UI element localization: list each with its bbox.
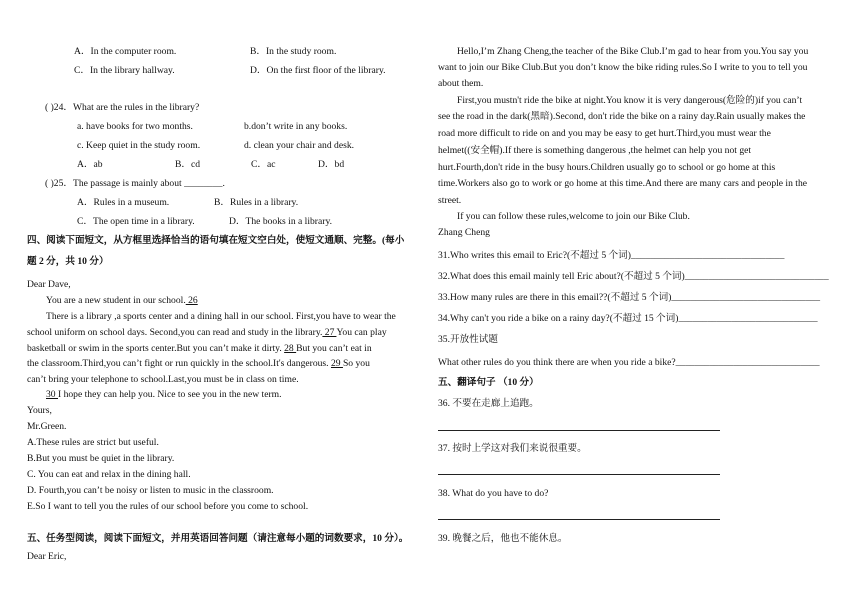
question-31: 31.Who writes this email to Eric?(不超过 5 个词)________________________________ xyxy=(438,250,785,261)
letter-line-1-text: You are a new student in our school. xyxy=(46,295,186,306)
q24-option-a: A．ab xyxy=(77,159,103,170)
question-38: 38. What do you have to do? xyxy=(438,488,549,499)
section4-heading-line2: 题 2 分，共 10 分） xyxy=(27,256,109,267)
letter-signature: Mr.Green. xyxy=(27,421,67,432)
blank-26: 26 xyxy=(185,295,198,306)
blank-29: 29 xyxy=(330,358,343,369)
letter-line-6: can’t bring your telephone to school.Last,you must be in class on time. xyxy=(27,374,299,385)
letter-line-4-text: basketball or swim in the sports center.But you can’t make it dirty. xyxy=(27,343,285,354)
q24-item-a: a. have books for two months. xyxy=(77,121,193,132)
question-39: 39. 晚餐之后，他也不能休息。 xyxy=(438,533,568,544)
letter-line-7-text: I hope they can help you. Nice to see you in the new term. xyxy=(58,389,282,400)
question-35-prompt: What other rules do you think there are when you ride a bike?______________________________ xyxy=(438,357,820,368)
section5-task-heading: 五、任务型阅读，阅读下面短文，并用英语回答问题（请注意每小题的词数要求，10 分）。 xyxy=(27,533,409,544)
q25-option-d: D．The books in a library. xyxy=(229,216,333,227)
q23-option-b: B．In the study room. xyxy=(250,46,337,57)
email-p2-line1: First,you mustn't ride the bike at night.You know it is very dangerous(危险的)if you can’t xyxy=(457,95,803,106)
email-p1-line3: about them. xyxy=(438,78,484,89)
letter-greeting: Dear Dave, xyxy=(27,279,71,290)
answer-line-38[interactable] xyxy=(438,519,720,520)
letter-line-4 xyxy=(27,343,372,355)
blank-27: 27 xyxy=(322,327,337,338)
q25-stem: ( )25．The passage is mainly about ________. xyxy=(45,178,225,189)
email-p2-line2: see the road in the dark(黑暗).Second, don't ride the bike on a rainy day.Rain usually makes the xyxy=(438,111,806,122)
section4-heading-line1: 四、阅读下面短文，从方框里选择恰当的语句填在短文空白处，使短文通顺、完整。(每小 xyxy=(27,235,405,246)
question-36: 36. 不要在走廊上追跑。 xyxy=(438,398,539,409)
question-37: 37. 按时上学这对我们来说很重要。 xyxy=(438,443,587,454)
letter-line-3-tail: You can play xyxy=(336,327,387,338)
letter-line-1 xyxy=(46,295,198,307)
choice-b: B.But you must be quiet in the library. xyxy=(27,453,175,464)
q25-option-c: C．The open time in a library. xyxy=(77,216,195,227)
letter-line-5-tail: So you xyxy=(342,358,370,369)
q23-option-c: C．In the library hallway. xyxy=(74,65,175,76)
letter-closing: Yours, xyxy=(27,405,52,416)
q24-item-d: d. clean your chair and desk. xyxy=(244,140,355,151)
q23-option-a: A．In the computer room. xyxy=(74,46,177,57)
email-p2-line4: helmet((安全帽).If there is something dangerous ,the helmet can help you not get xyxy=(438,145,752,156)
letter-line-5 xyxy=(27,358,370,370)
letter-line-3 xyxy=(27,327,387,339)
email-greeting: Dear Eric, xyxy=(27,551,67,562)
email-p2-line5: hurt.Fourth,don't ride in the busy hours.Children usually go to school or go home at this xyxy=(438,162,776,173)
email-p2-line7: street. xyxy=(438,195,462,206)
letter-line-4-tail: But you can’t eat in xyxy=(296,343,372,354)
q24-option-c: C．ac xyxy=(251,159,276,170)
q24-item-c: c. Keep quiet in the study room. xyxy=(77,140,201,151)
choice-d: D. Fourth,you can’t be noisy or listen to music in the classroom. xyxy=(27,485,274,496)
section5-translate-heading: 五、翻译句子 （10 分） xyxy=(438,377,539,388)
email-p1-line2: want to join our Bike Club.But you don’t know the bike riding rules.So I write to you to tell you xyxy=(438,62,808,73)
blank-28: 28 xyxy=(284,343,297,354)
q24-item-b: b.don’t write in any books. xyxy=(244,121,348,132)
choice-a: A.These rules are strict but useful. xyxy=(27,437,159,448)
letter-line-3-text: school uniform on school days. Second,you can read and study in the library. xyxy=(27,327,323,338)
letter-line-5-text: the classroom.Third,you can’t fight or run quickly in the school.It's dangerous. xyxy=(27,358,331,369)
email-p2-line3: road more difficult to ride on and you may be easy to get hurt.Third,you must wear the xyxy=(438,128,771,139)
letter-line-7 xyxy=(46,389,282,401)
q24-option-b: B．cd xyxy=(175,159,201,170)
question-33: 33.How many rules are there in this email??(不超过 5 个词)_______________________________ xyxy=(438,292,821,303)
letter-line-2: There is a library ,a sports center and a dining hall in our school. First,you have to wear the xyxy=(46,311,396,322)
blank-30: 30 xyxy=(46,389,58,400)
email-signature: Zhang Cheng xyxy=(438,227,490,238)
question-32: 32.What does this email mainly tell Eric about?(不超过 5 个词)______________________________ xyxy=(438,271,829,282)
email-p2-line6: time.Workers also go to work or go home at this time.And there are many cars and people in the xyxy=(438,178,808,189)
q25-option-a: A．Rules in a museum. xyxy=(77,197,170,208)
q24-option-d: D．bd xyxy=(318,159,345,170)
email-p3: If you can follow these rules,welcome to join our Bike Club. xyxy=(457,211,690,222)
q24-stem: ( )24．What are the rules in the library? xyxy=(45,102,200,113)
question-34: 34.Why can't you ride a bike on a rainy day?(不超过 15 个词)_____________________________ xyxy=(438,313,818,324)
answer-line-37[interactable] xyxy=(438,474,720,475)
choice-e: E.So I want to tell you the rules of our school before you come to school. xyxy=(27,501,309,512)
q23-option-d: D．On the first floor of the library. xyxy=(250,65,386,76)
answer-line-36[interactable] xyxy=(438,430,720,431)
email-p1-line1: Hello,I’m Zhang Cheng,the teacher of the Bike Club.I’m gad to hear from you.You say you xyxy=(457,46,809,57)
choice-c: C. You can eat and relax in the dining hall. xyxy=(27,469,191,480)
q25-option-b: B．Rules in a library. xyxy=(214,197,299,208)
question-35: 35.开放性试题 xyxy=(438,334,498,345)
